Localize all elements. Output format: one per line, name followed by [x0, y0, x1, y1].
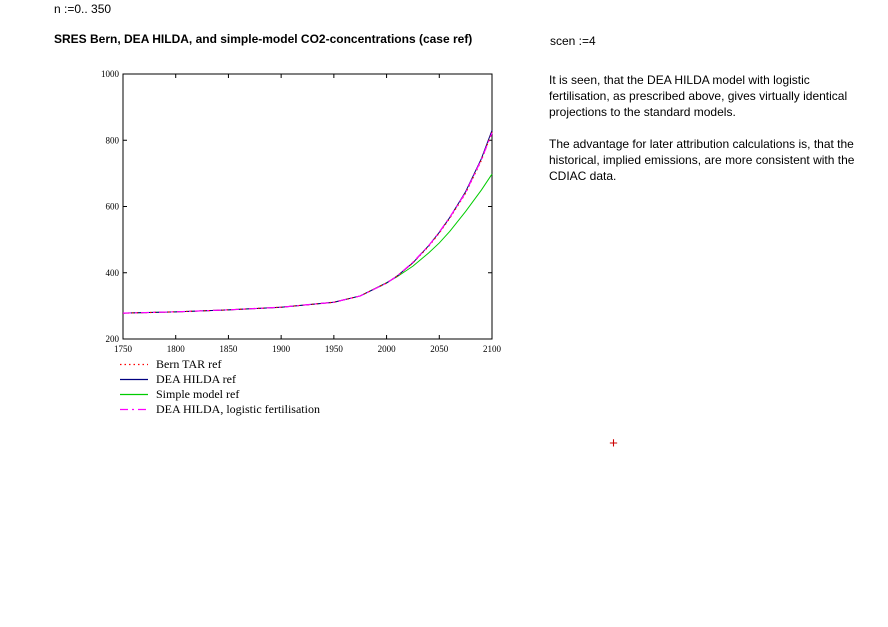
crosshair-cursor-icon: +: [609, 435, 618, 452]
series-line-bern-tar-ref: [123, 132, 492, 313]
note-paragraph-2: The advantage for later attribution calculations is, that the historical, implied emissions, are more consistent with the CDIAC data.: [549, 137, 855, 183]
plot-frame: [123, 74, 492, 339]
legend-label: DEA HILDA ref: [156, 372, 236, 386]
legend-label: Simple model ref: [156, 387, 240, 401]
y-tick-label: 600: [105, 201, 119, 212]
y-tick-label: 400: [105, 267, 119, 278]
y-tick-label: 1000: [101, 69, 119, 79]
x-tick-label: 1900: [272, 344, 291, 354]
chart-title: SRES Bern, DEA HILDA, and simple-model CO2-concentrations (case ref): [54, 32, 473, 46]
x-tick-label: 2050: [430, 344, 449, 354]
series-line-dea-hilda-ref: [123, 130, 492, 313]
legend-swatch: [118, 387, 152, 402]
note-paragraph-1: It is seen, that the DEA HILDA model with logistic fertilisation, as prescribed above, gives virtually identical projections to the standard models.: [549, 73, 848, 119]
legend-label: DEA HILDA, logistic fertilisation: [156, 402, 320, 416]
range-definition: n :=0.. 350: [54, 2, 112, 16]
x-tick-label: 2100: [483, 344, 501, 354]
legend-label: Bern TAR ref: [156, 357, 222, 371]
x-tick-label: 1800: [166, 344, 185, 354]
x-tick-label: 2000: [377, 344, 396, 354]
series-line-dea-hilda-logistic-fertilisation: [123, 133, 492, 313]
y-tick-label: 200: [105, 334, 119, 344]
x-tick-label: 1850: [219, 344, 238, 354]
x-tick-label: 1750: [114, 344, 132, 354]
x-tick-label: 1950: [324, 344, 343, 354]
series-line-simple-model-ref: [123, 174, 492, 313]
legend-swatch: [118, 402, 152, 417]
legend-swatch: [118, 372, 152, 387]
scen-definition: scen :=4: [550, 34, 596, 48]
legend-swatch: [118, 357, 152, 372]
y-tick-label: 800: [105, 135, 119, 146]
